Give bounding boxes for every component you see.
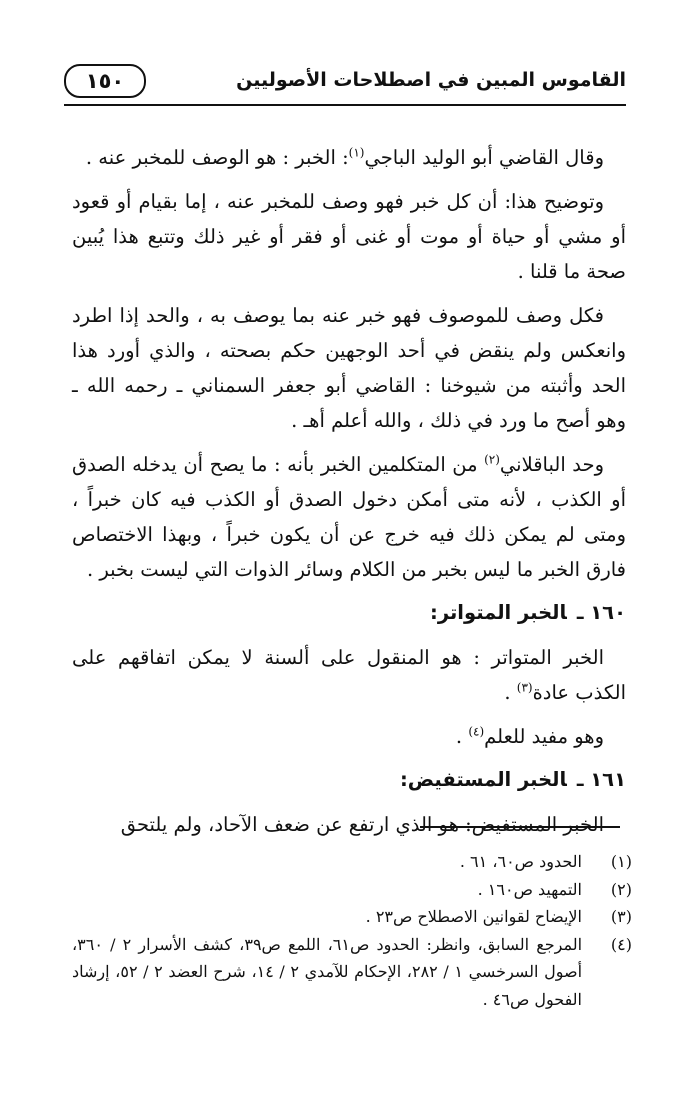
footnote-ref-4: (٤) bbox=[468, 724, 485, 739]
footnote-separator bbox=[420, 826, 620, 828]
paragraph-text: الخبر المتواتر : هو المنقول على ألسنة لا يمكن اتفاقهم على الكذب عادة bbox=[72, 646, 626, 704]
paragraph-mustafid: الخبر المستفيض: هو الذي ارتفع عن ضعف الآحاد، ولم يلتحق bbox=[120, 813, 604, 836]
paragraph-text: . bbox=[455, 725, 469, 748]
paragraph-explanation: وتوضيح هذا: أن كل خبر فهو وصف للمخبر عنه ، إما بقيام أو قعود أو مشي أو حياة أو موت أو غنى أو فقر أو غير ذلك وتتبع هذا يُبين صحة ما قلنا . bbox=[72, 190, 626, 283]
paragraph-text: . bbox=[504, 681, 517, 704]
footnote-ref-3: (٣) bbox=[516, 680, 533, 695]
footnote-text: المرجع السابق، وانظر: الحدود ص٦١، اللمع ص٣٩، كشف الأسرار ٢ / ٣٦٠، أصول السرخسي ١ / ٢٨٢، الإحكام للآمدي ٢ / ١٤، شرح العضد ٢ / ٥٢، إرشاد الفحول ص٤٦ . bbox=[72, 934, 583, 1009]
footnote-item bbox=[72, 876, 632, 904]
entry-heading-160 bbox=[72, 596, 626, 630]
page-header bbox=[64, 62, 626, 98]
paragraph-text: وقال القاضي أبو الوليد الباجي bbox=[364, 146, 604, 169]
paragraph-text: وحد الباقلاني bbox=[499, 453, 604, 476]
entry-heading-161 bbox=[72, 763, 626, 797]
footnote-text: الحدود ص٦٠، ٦١ . bbox=[459, 852, 582, 871]
footnote-number: (١) bbox=[610, 852, 632, 871]
entry-title: الخبر المستفيض: bbox=[399, 768, 567, 791]
footnote-number: (٤) bbox=[610, 934, 632, 954]
footnote-number: (٣) bbox=[610, 907, 632, 926]
paragraph-knowledge bbox=[72, 719, 626, 754]
page-number-badge: ١٥٠ bbox=[64, 64, 146, 98]
footnote-number: (٢) bbox=[610, 879, 632, 899]
paragraph-text: وهو مفيد للعلم bbox=[484, 725, 604, 748]
footnote-ref-1: (١) bbox=[348, 145, 365, 160]
footnote-text: التمهيد ص١٦٠ . bbox=[477, 879, 582, 899]
footnote-ref-2: (٢) bbox=[484, 452, 500, 467]
footnote-item bbox=[72, 848, 632, 876]
footnote-item bbox=[72, 931, 632, 1014]
running-title: القاموس المبين في اصطلاحات الأصوليين bbox=[236, 69, 626, 91]
header-rule bbox=[64, 104, 626, 106]
main-text bbox=[72, 140, 626, 851]
paragraph-description: فكل وصف للموصوف فهو خبر عنه بما يوصف به ، والحد إذا اطرد وانعكس ولم ينقض في أحد الوجهين حكم بصحته ، والذي أورد هذا الحد وأثبته من شيوخنا : القاضي أبو جعفر السمناني ـ رحمه الله ـ وهو أصح ما ورد في ذلك ، والله أعلم أهـ . bbox=[72, 304, 626, 432]
paragraph-text: من المتكلمين الخبر بأنه : ما يصح أن يدخله الصدق أو الكذب ، لأنه متى أمكن دخول الصدق أو الكذب فيه كان خبراً ، ومتى لم يمكن ذلك فيه خرج عن أن يكون خبراً ، وبهذا الاختصاص فارق الخبر ما ليس بخبر من الكلام وسائر الذوات التي ليست بخبر . bbox=[72, 453, 626, 581]
paragraph-baqillani bbox=[72, 447, 626, 587]
paragraph-baji-definition bbox=[72, 140, 626, 175]
paragraph-mutawatir bbox=[72, 640, 626, 710]
entry-number: ١٦١ ـ bbox=[576, 768, 626, 791]
paragraph-text: : الخبر : هو الوصف للمخبر عنه . bbox=[85, 146, 349, 169]
footnotes bbox=[72, 848, 632, 1013]
entry-title: الخبر المتواتر: bbox=[430, 601, 567, 624]
footnote-item bbox=[72, 903, 632, 931]
footnote-text: الإيضاح لقوانين الاصطلاح ص٢٣ . bbox=[365, 907, 582, 926]
entry-number: ١٦٠ ـ bbox=[576, 601, 626, 624]
